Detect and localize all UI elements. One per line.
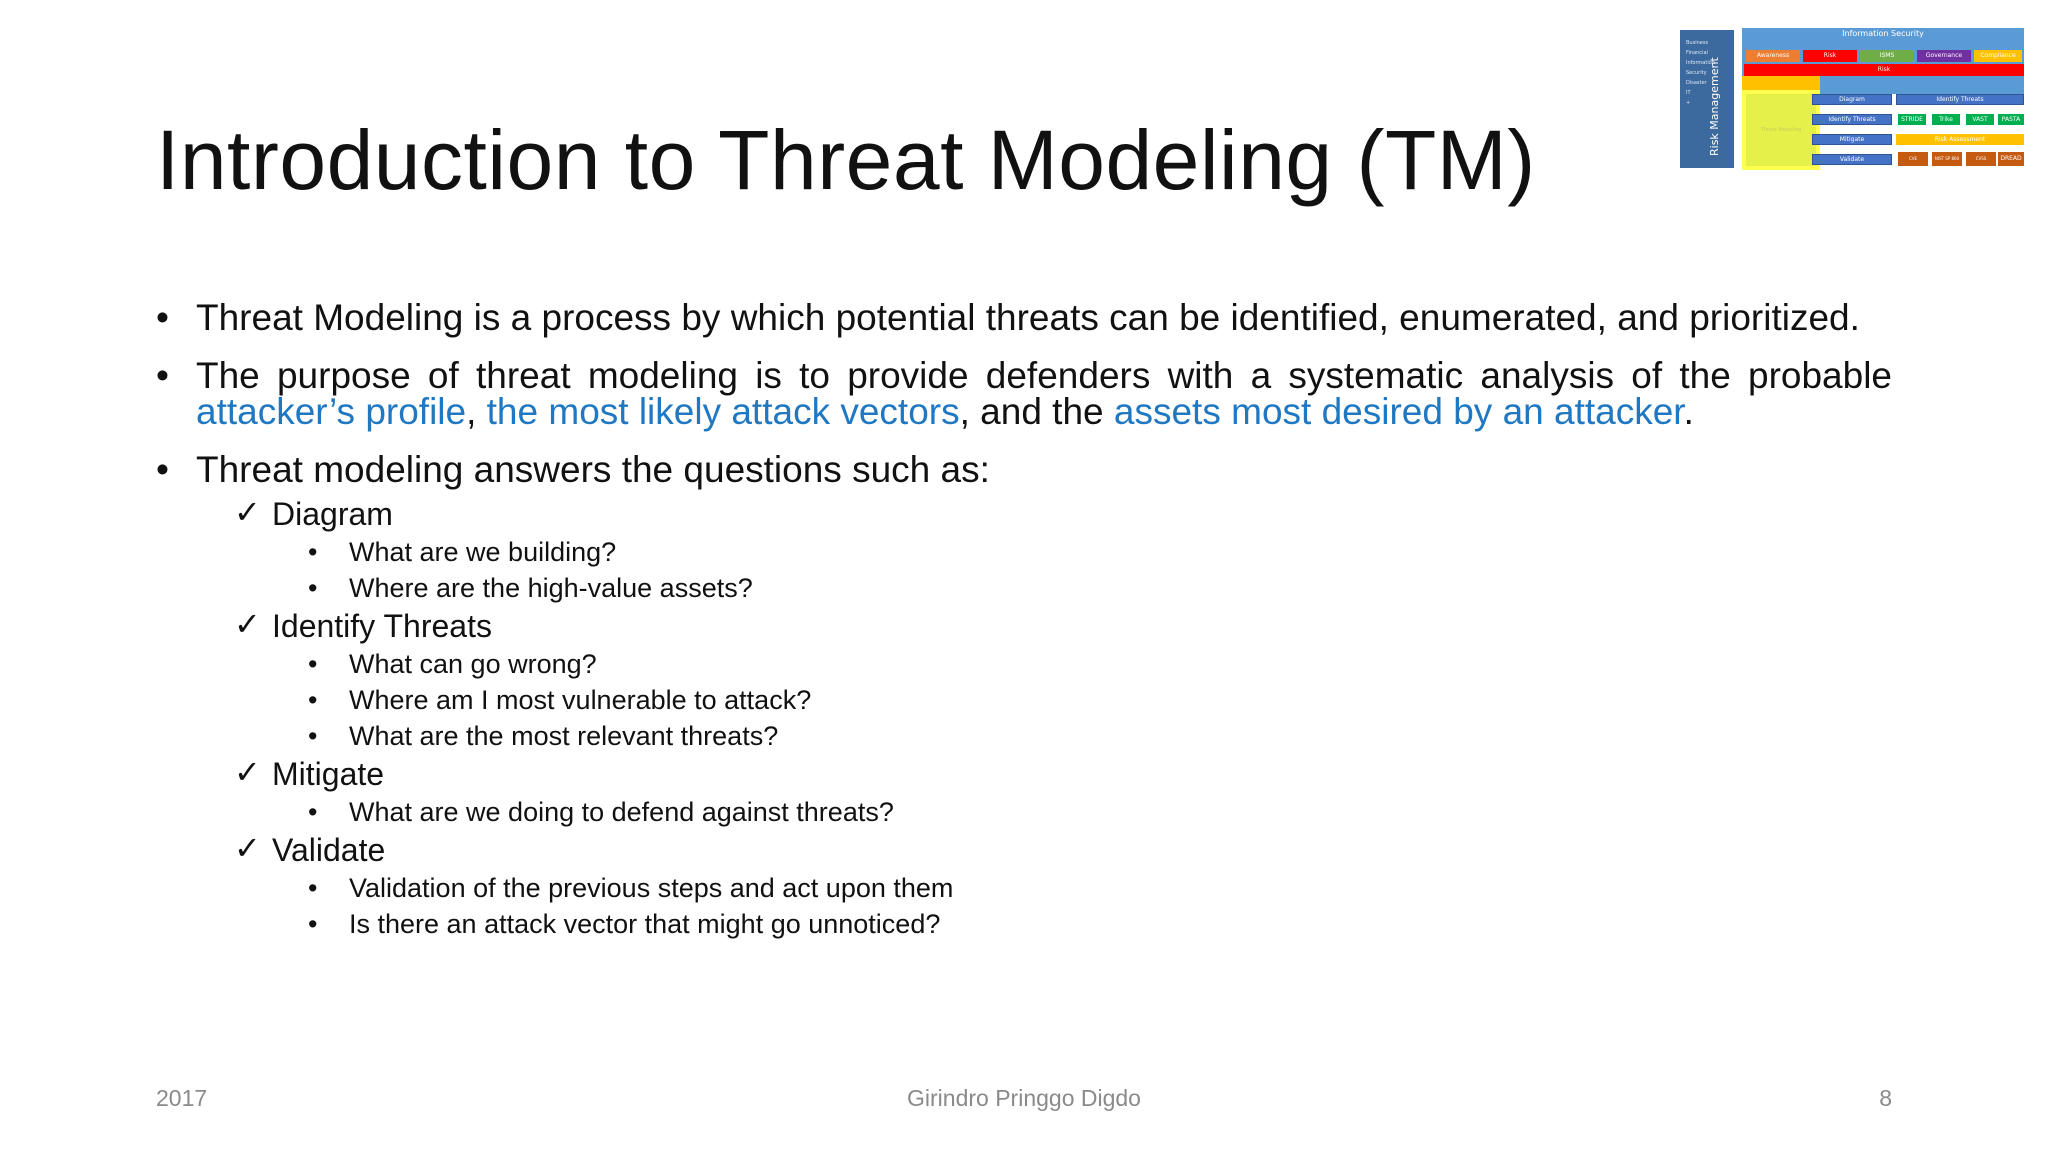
validate-cve: CVE xyxy=(1898,152,1928,166)
risk-bar: Risk xyxy=(1744,64,2024,76)
bullet-dot: • xyxy=(308,685,318,715)
sub-bullet-text: Validation of the previous steps and act upon them xyxy=(349,873,954,903)
identify-threats-header: Identify Threats xyxy=(1896,94,2024,105)
step-mitigate: Mitigate xyxy=(1812,134,1892,145)
governance-box: Governance xyxy=(1917,50,1971,62)
checkmark-icon: ✓ xyxy=(234,605,261,643)
bullet-dot: • xyxy=(156,297,169,338)
method-trike: Trike xyxy=(1932,114,1960,125)
step-diagram: Diagram xyxy=(1812,94,1892,105)
sub-bullet xyxy=(156,646,1892,682)
sub-bullet xyxy=(156,718,1892,754)
footer-author: Girindro Pringgo Digdo xyxy=(907,1085,1141,1111)
step-validate: Validate xyxy=(1812,154,1892,165)
sub-bullet xyxy=(156,570,1892,606)
side-item: + xyxy=(1686,100,1691,106)
highlight-attack-vectors: the most likely attack vectors xyxy=(486,391,960,432)
bullet-dot: • xyxy=(308,909,318,939)
bullet-dot: • xyxy=(308,573,318,603)
bullet-2 xyxy=(156,355,1892,432)
check-label: Validate xyxy=(272,832,386,868)
side-item: Business xyxy=(1686,40,1709,46)
method-pasta: PASTA xyxy=(1998,114,2024,125)
side-item: IT xyxy=(1686,90,1691,96)
check-item-mitigate xyxy=(156,754,1892,794)
isms-box: ISMS xyxy=(1860,50,1914,62)
validate-nist: NIST SP 800 xyxy=(1932,152,1962,166)
highlight-assets-desired: assets most desired by an attacker xyxy=(1113,391,1684,432)
bullet-3-text: Threat modeling answers the questions such as: xyxy=(196,449,990,490)
info-security-header: Information Security xyxy=(1742,28,2024,94)
check-item-diagram xyxy=(156,494,1892,534)
checkmark-icon: ✓ xyxy=(234,493,261,531)
step-identify-threats: Identify Threats xyxy=(1812,114,1892,125)
risk-management-label: Risk Management xyxy=(1708,57,1721,156)
bullet-dot: • xyxy=(308,649,318,679)
slide-title: Introduction to Threat Modeling (TM) xyxy=(156,113,1536,207)
bullet-dot: • xyxy=(308,797,318,827)
threat-modeling-block: Threat Modeling xyxy=(1742,90,1820,170)
risk-management-column xyxy=(1680,30,1734,168)
risk-bar-accent xyxy=(1742,76,1820,90)
bullet-2-sep2: , and the xyxy=(959,391,1114,432)
compliance-box: Compliance xyxy=(1974,50,2022,62)
sub-bullet xyxy=(156,906,1892,942)
sub-bullet-text: What can go wrong? xyxy=(349,649,597,679)
method-stride: STRIDE xyxy=(1898,114,1926,125)
info-security-diagram-thumbnail xyxy=(1680,28,2026,178)
check-label: Diagram xyxy=(272,496,393,532)
check-label: Identify Threats xyxy=(272,608,492,644)
highlight-attacker-profile: attacker’s profile xyxy=(196,391,467,432)
sub-bullet-text: Where am I most vulnerable to attack? xyxy=(349,685,812,715)
side-item: Information Security xyxy=(1686,60,1715,76)
bullet-2-sep1: , xyxy=(466,391,487,432)
check-item-identify-threats xyxy=(156,606,1892,646)
bullet-dot: • xyxy=(156,355,169,396)
validate-dread: DREAD xyxy=(1998,152,2024,166)
footer-year: 2017 xyxy=(156,1085,208,1111)
bullet-2-text: The purpose of threat modeling is to provide defenders with a systematic analysis of the probable xyxy=(196,355,1892,396)
risk-box: Risk xyxy=(1803,50,1857,62)
sub-bullet xyxy=(156,682,1892,718)
sub-bullet-text: Where are the high-value assets? xyxy=(349,573,753,603)
sub-bullet-text: What are we doing to defend against threats? xyxy=(349,797,894,827)
bullet-3 xyxy=(156,449,1892,490)
validate-cvss: CVSS xyxy=(1966,152,1996,166)
bullet-dot: • xyxy=(308,873,318,903)
bullet-dot: • xyxy=(156,449,169,490)
awareness-box: Awareness xyxy=(1746,50,1800,62)
sub-bullet-text: Is there an attack vector that might go unnoticed? xyxy=(349,909,941,939)
slide-body xyxy=(156,297,1892,942)
bullet-1 xyxy=(156,297,1892,338)
side-item: Financial xyxy=(1686,50,1708,56)
checkmark-icon: ✓ xyxy=(234,829,261,867)
bullet-dot: • xyxy=(308,537,318,567)
method-vast: VAST xyxy=(1966,114,1994,125)
sub-bullet xyxy=(156,534,1892,570)
sub-bullet-text: What are we building? xyxy=(349,537,617,567)
footer-page-number: 8 xyxy=(1879,1085,1892,1111)
sub-bullet-text: What are the most relevant threats? xyxy=(349,721,779,751)
check-item-validate xyxy=(156,830,1892,870)
sub-bullet xyxy=(156,794,1892,830)
checkmark-icon: ✓ xyxy=(234,753,261,791)
risk-assessment-box: Risk Assessment xyxy=(1896,134,2024,145)
side-item: Disaster xyxy=(1686,80,1707,86)
bullet-2-end: . xyxy=(1683,391,1694,432)
check-label: Mitigate xyxy=(272,756,385,792)
bullet-1-text: Threat Modeling is a process by which potential threats can be identified, enumerated, and prioritized. xyxy=(196,297,1860,338)
sub-bullet xyxy=(156,870,1892,906)
bullet-dot: • xyxy=(308,721,318,751)
